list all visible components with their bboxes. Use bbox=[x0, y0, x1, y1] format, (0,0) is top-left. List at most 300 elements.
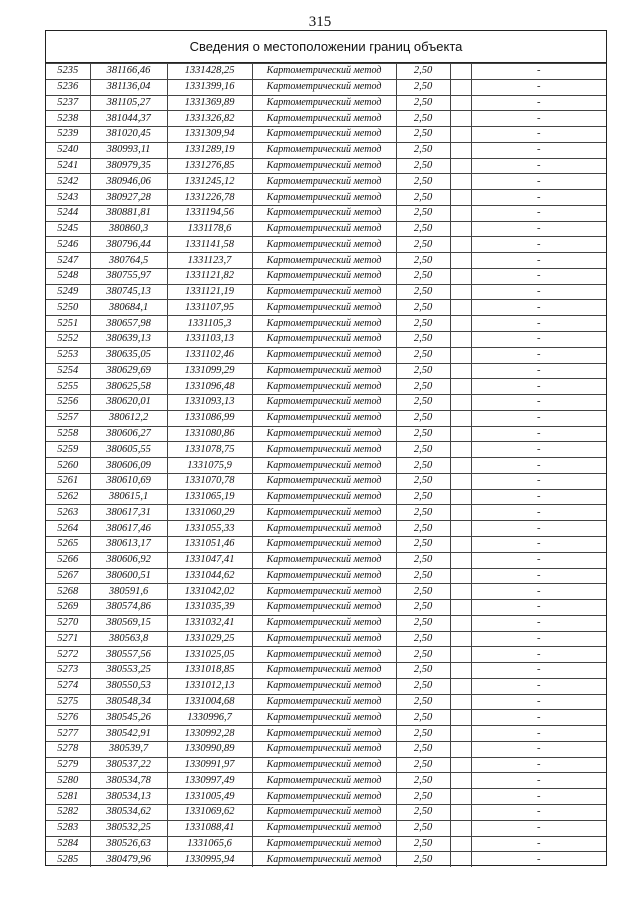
method-cell: Картометрический метод bbox=[252, 142, 396, 158]
description-cell: - bbox=[471, 568, 606, 584]
y-coordinate-cell: 1330991,97 bbox=[167, 757, 252, 773]
empty-cell bbox=[450, 253, 471, 269]
method-cell: Картометрический метод bbox=[252, 284, 396, 300]
x-coordinate-cell: 380635,05 bbox=[90, 347, 167, 363]
y-coordinate-cell: 1331086,99 bbox=[167, 410, 252, 426]
point-number-cell: 5259 bbox=[46, 442, 90, 458]
accuracy-cell: 2,50 bbox=[396, 174, 450, 190]
empty-cell bbox=[450, 347, 471, 363]
table-row bbox=[46, 804, 606, 820]
description-cell: - bbox=[471, 79, 606, 95]
y-coordinate-cell: 1331075,9 bbox=[167, 458, 252, 474]
accuracy-cell: 2,50 bbox=[396, 852, 450, 867]
x-coordinate-cell: 380563,8 bbox=[90, 631, 167, 647]
description-cell: - bbox=[471, 489, 606, 505]
point-number-cell: 5276 bbox=[46, 710, 90, 726]
accuracy-cell: 2,50 bbox=[396, 726, 450, 742]
point-number-cell: 5266 bbox=[46, 552, 90, 568]
table-row bbox=[46, 300, 606, 316]
empty-cell bbox=[450, 442, 471, 458]
y-coordinate-cell: 1331055,33 bbox=[167, 521, 252, 537]
method-cell: Картометрический метод bbox=[252, 158, 396, 174]
accuracy-cell: 2,50 bbox=[396, 678, 450, 694]
accuracy-cell: 2,50 bbox=[396, 694, 450, 710]
accuracy-cell: 2,50 bbox=[396, 347, 450, 363]
point-number-cell: 5243 bbox=[46, 190, 90, 206]
description-cell: - bbox=[471, 584, 606, 600]
empty-cell bbox=[450, 410, 471, 426]
point-number-cell: 5268 bbox=[46, 584, 90, 600]
y-coordinate-cell: 1331102,46 bbox=[167, 347, 252, 363]
table-row bbox=[46, 253, 606, 269]
table-row bbox=[46, 426, 606, 442]
accuracy-cell: 2,50 bbox=[396, 458, 450, 474]
description-cell: - bbox=[471, 142, 606, 158]
boundary-sheet bbox=[45, 30, 607, 866]
empty-cell bbox=[450, 332, 471, 348]
empty-cell bbox=[450, 64, 471, 80]
table-row bbox=[46, 174, 606, 190]
method-cell: Картометрический метод bbox=[252, 584, 396, 600]
table-row bbox=[46, 379, 606, 395]
description-cell: - bbox=[471, 694, 606, 710]
method-cell: Картометрический метод bbox=[252, 757, 396, 773]
point-number-cell: 5251 bbox=[46, 316, 90, 332]
point-number-cell: 5262 bbox=[46, 489, 90, 505]
empty-cell bbox=[450, 836, 471, 852]
empty-cell bbox=[450, 489, 471, 505]
table-row bbox=[46, 142, 606, 158]
method-cell: Картометрический метод bbox=[252, 253, 396, 269]
method-cell: Картометрический метод bbox=[252, 442, 396, 458]
y-coordinate-cell: 1330992,28 bbox=[167, 726, 252, 742]
empty-cell bbox=[450, 95, 471, 111]
y-coordinate-cell: 1331012,13 bbox=[167, 678, 252, 694]
method-cell: Картометрический метод bbox=[252, 300, 396, 316]
table-row bbox=[46, 647, 606, 663]
x-coordinate-cell: 380625,58 bbox=[90, 379, 167, 395]
empty-cell bbox=[450, 647, 471, 663]
accuracy-cell: 2,50 bbox=[396, 804, 450, 820]
y-coordinate-cell: 1331276,85 bbox=[167, 158, 252, 174]
accuracy-cell: 2,50 bbox=[396, 95, 450, 111]
x-coordinate-cell: 380615,1 bbox=[90, 489, 167, 505]
point-number-cell: 5269 bbox=[46, 600, 90, 616]
y-coordinate-cell: 1330990,89 bbox=[167, 741, 252, 757]
point-number-cell: 5252 bbox=[46, 332, 90, 348]
y-coordinate-cell: 1331047,41 bbox=[167, 552, 252, 568]
description-cell: - bbox=[471, 268, 606, 284]
accuracy-cell: 2,50 bbox=[396, 111, 450, 127]
y-coordinate-cell: 1331245,12 bbox=[167, 174, 252, 190]
y-coordinate-cell: 1331428,25 bbox=[167, 64, 252, 80]
x-coordinate-cell: 380979,35 bbox=[90, 158, 167, 174]
description-cell: - bbox=[471, 205, 606, 221]
point-number-cell: 5247 bbox=[46, 253, 90, 269]
table-row bbox=[46, 489, 606, 505]
table-row bbox=[46, 678, 606, 694]
description-cell: - bbox=[471, 600, 606, 616]
x-coordinate-cell: 380479,96 bbox=[90, 852, 167, 867]
table-row bbox=[46, 615, 606, 631]
table-row bbox=[46, 410, 606, 426]
empty-cell bbox=[450, 789, 471, 805]
table-row bbox=[46, 458, 606, 474]
point-number-cell: 5239 bbox=[46, 127, 90, 143]
table-row bbox=[46, 568, 606, 584]
point-number-cell: 5275 bbox=[46, 694, 90, 710]
description-cell: - bbox=[471, 521, 606, 537]
accuracy-cell: 2,50 bbox=[396, 190, 450, 206]
table-row bbox=[46, 284, 606, 300]
description-cell: - bbox=[471, 253, 606, 269]
table-row bbox=[46, 836, 606, 852]
empty-cell bbox=[450, 79, 471, 95]
method-cell: Картометрический метод bbox=[252, 820, 396, 836]
method-cell: Картометрический метод bbox=[252, 789, 396, 805]
point-number-cell: 5246 bbox=[46, 237, 90, 253]
accuracy-cell: 2,50 bbox=[396, 773, 450, 789]
table-row bbox=[46, 64, 606, 80]
description-cell: - bbox=[471, 395, 606, 411]
x-coordinate-cell: 380993,11 bbox=[90, 142, 167, 158]
y-coordinate-cell: 1331035,39 bbox=[167, 600, 252, 616]
x-coordinate-cell: 380600,51 bbox=[90, 568, 167, 584]
method-cell: Картометрический метод bbox=[252, 773, 396, 789]
method-cell: Картометрический метод bbox=[252, 852, 396, 867]
method-cell: Картометрический метод bbox=[252, 568, 396, 584]
y-coordinate-cell: 1331309,94 bbox=[167, 127, 252, 143]
point-number-cell: 5261 bbox=[46, 473, 90, 489]
point-number-cell: 5274 bbox=[46, 678, 90, 694]
method-cell: Картометрический метод bbox=[252, 426, 396, 442]
method-cell: Картометрический метод bbox=[252, 64, 396, 80]
method-cell: Картометрический метод bbox=[252, 268, 396, 284]
y-coordinate-cell: 1331065,6 bbox=[167, 836, 252, 852]
method-cell: Картометрический метод bbox=[252, 694, 396, 710]
method-cell: Картометрический метод bbox=[252, 79, 396, 95]
point-number-cell: 5256 bbox=[46, 395, 90, 411]
table-row bbox=[46, 79, 606, 95]
point-number-cell: 5270 bbox=[46, 615, 90, 631]
table-row bbox=[46, 663, 606, 679]
table-row bbox=[46, 473, 606, 489]
accuracy-cell: 2,50 bbox=[396, 710, 450, 726]
empty-cell bbox=[450, 190, 471, 206]
table-row bbox=[46, 268, 606, 284]
point-number-cell: 5267 bbox=[46, 568, 90, 584]
empty-cell bbox=[450, 852, 471, 867]
point-number-cell: 5260 bbox=[46, 458, 90, 474]
description-cell: - bbox=[471, 332, 606, 348]
x-coordinate-cell: 380796,44 bbox=[90, 237, 167, 253]
y-coordinate-cell: 1331065,19 bbox=[167, 489, 252, 505]
x-coordinate-cell: 380606,27 bbox=[90, 426, 167, 442]
x-coordinate-cell: 380537,22 bbox=[90, 757, 167, 773]
description-cell: - bbox=[471, 174, 606, 190]
table-row bbox=[46, 363, 606, 379]
point-number-cell: 5245 bbox=[46, 221, 90, 237]
table-row bbox=[46, 741, 606, 757]
accuracy-cell: 2,50 bbox=[396, 79, 450, 95]
method-cell: Картометрический метод bbox=[252, 521, 396, 537]
x-coordinate-cell: 380606,09 bbox=[90, 458, 167, 474]
x-coordinate-cell: 380764,5 bbox=[90, 253, 167, 269]
accuracy-cell: 2,50 bbox=[396, 521, 450, 537]
point-number-cell: 5283 bbox=[46, 820, 90, 836]
empty-cell bbox=[450, 205, 471, 221]
y-coordinate-cell: 1331369,89 bbox=[167, 95, 252, 111]
empty-cell bbox=[450, 221, 471, 237]
method-cell: Картометрический метод bbox=[252, 205, 396, 221]
method-cell: Картометрический метод bbox=[252, 458, 396, 474]
y-coordinate-cell: 1331025,05 bbox=[167, 647, 252, 663]
accuracy-cell: 2,50 bbox=[396, 205, 450, 221]
y-coordinate-cell: 1331399,16 bbox=[167, 79, 252, 95]
x-coordinate-cell: 380545,26 bbox=[90, 710, 167, 726]
accuracy-cell: 2,50 bbox=[396, 363, 450, 379]
description-cell: - bbox=[471, 536, 606, 552]
empty-cell bbox=[450, 379, 471, 395]
point-number-cell: 5263 bbox=[46, 505, 90, 521]
description-cell: - bbox=[471, 316, 606, 332]
accuracy-cell: 2,50 bbox=[396, 158, 450, 174]
y-coordinate-cell: 1331060,29 bbox=[167, 505, 252, 521]
empty-cell bbox=[450, 552, 471, 568]
accuracy-cell: 2,50 bbox=[396, 615, 450, 631]
table-row bbox=[46, 95, 606, 111]
point-number-cell: 5285 bbox=[46, 852, 90, 867]
accuracy-cell: 2,50 bbox=[396, 647, 450, 663]
accuracy-cell: 2,50 bbox=[396, 552, 450, 568]
empty-cell bbox=[450, 268, 471, 284]
table-row bbox=[46, 237, 606, 253]
description-cell: - bbox=[471, 237, 606, 253]
point-number-cell: 5277 bbox=[46, 726, 90, 742]
description-cell: - bbox=[471, 678, 606, 694]
method-cell: Картометрический метод bbox=[252, 663, 396, 679]
table-row bbox=[46, 584, 606, 600]
empty-cell bbox=[450, 158, 471, 174]
point-number-cell: 5236 bbox=[46, 79, 90, 95]
point-number-cell: 5244 bbox=[46, 205, 90, 221]
accuracy-cell: 2,50 bbox=[396, 584, 450, 600]
description-cell: - bbox=[471, 663, 606, 679]
y-coordinate-cell: 1331105,3 bbox=[167, 316, 252, 332]
accuracy-cell: 2,50 bbox=[396, 473, 450, 489]
point-number-cell: 5237 bbox=[46, 95, 90, 111]
y-coordinate-cell: 1331226,78 bbox=[167, 190, 252, 206]
point-number-cell: 5253 bbox=[46, 347, 90, 363]
point-number-cell: 5279 bbox=[46, 757, 90, 773]
x-coordinate-cell: 380542,91 bbox=[90, 726, 167, 742]
point-number-cell: 5241 bbox=[46, 158, 90, 174]
method-cell: Картометрический метод bbox=[252, 631, 396, 647]
accuracy-cell: 2,50 bbox=[396, 300, 450, 316]
method-cell: Картометрический метод bbox=[252, 363, 396, 379]
method-cell: Картометрический метод bbox=[252, 600, 396, 616]
table-row bbox=[46, 852, 606, 867]
table-row bbox=[46, 820, 606, 836]
description-cell: - bbox=[471, 757, 606, 773]
method-cell: Картометрический метод bbox=[252, 174, 396, 190]
table-row bbox=[46, 694, 606, 710]
method-cell: Картометрический метод bbox=[252, 395, 396, 411]
description-cell: - bbox=[471, 789, 606, 805]
point-number-cell: 5254 bbox=[46, 363, 90, 379]
method-cell: Картометрический метод bbox=[252, 741, 396, 757]
y-coordinate-cell: 1331096,48 bbox=[167, 379, 252, 395]
empty-cell bbox=[450, 694, 471, 710]
method-cell: Картометрический метод bbox=[252, 615, 396, 631]
description-cell: - bbox=[471, 773, 606, 789]
table-row bbox=[46, 111, 606, 127]
table-row bbox=[46, 332, 606, 348]
description-cell: - bbox=[471, 726, 606, 742]
x-coordinate-cell: 381044,37 bbox=[90, 111, 167, 127]
table-row bbox=[46, 552, 606, 568]
accuracy-cell: 2,50 bbox=[396, 600, 450, 616]
table-row bbox=[46, 600, 606, 616]
x-coordinate-cell: 380620,01 bbox=[90, 395, 167, 411]
description-cell: - bbox=[471, 158, 606, 174]
accuracy-cell: 2,50 bbox=[396, 663, 450, 679]
description-cell: - bbox=[471, 741, 606, 757]
table-row bbox=[46, 773, 606, 789]
x-coordinate-cell: 380534,78 bbox=[90, 773, 167, 789]
description-cell: - bbox=[471, 363, 606, 379]
point-number-cell: 5242 bbox=[46, 174, 90, 190]
method-cell: Картометрический метод bbox=[252, 647, 396, 663]
x-coordinate-cell: 380657,98 bbox=[90, 316, 167, 332]
x-coordinate-cell: 380539,7 bbox=[90, 741, 167, 757]
method-cell: Картометрический метод bbox=[252, 332, 396, 348]
empty-cell bbox=[450, 741, 471, 757]
empty-cell bbox=[450, 710, 471, 726]
empty-cell bbox=[450, 678, 471, 694]
x-coordinate-cell: 380550,53 bbox=[90, 678, 167, 694]
empty-cell bbox=[450, 663, 471, 679]
accuracy-cell: 2,50 bbox=[396, 268, 450, 284]
method-cell: Картометрический метод bbox=[252, 726, 396, 742]
method-cell: Картометрический метод bbox=[252, 127, 396, 143]
y-coordinate-cell: 1331029,25 bbox=[167, 631, 252, 647]
method-cell: Картометрический метод bbox=[252, 552, 396, 568]
x-coordinate-cell: 380613,17 bbox=[90, 536, 167, 552]
empty-cell bbox=[450, 111, 471, 127]
table-row bbox=[46, 127, 606, 143]
point-number-cell: 5258 bbox=[46, 426, 90, 442]
method-cell: Картометрический метод bbox=[252, 95, 396, 111]
x-coordinate-cell: 380617,46 bbox=[90, 521, 167, 537]
method-cell: Картометрический метод bbox=[252, 710, 396, 726]
accuracy-cell: 2,50 bbox=[396, 221, 450, 237]
table-row bbox=[46, 316, 606, 332]
description-cell: - bbox=[471, 127, 606, 143]
description-cell: - bbox=[471, 284, 606, 300]
accuracy-cell: 2,50 bbox=[396, 489, 450, 505]
table-row bbox=[46, 395, 606, 411]
point-number-cell: 5255 bbox=[46, 379, 90, 395]
y-coordinate-cell: 1331042,02 bbox=[167, 584, 252, 600]
x-coordinate-cell: 380553,25 bbox=[90, 663, 167, 679]
description-cell: - bbox=[471, 379, 606, 395]
empty-cell bbox=[450, 600, 471, 616]
y-coordinate-cell: 1331121,19 bbox=[167, 284, 252, 300]
y-coordinate-cell: 1331123,7 bbox=[167, 253, 252, 269]
x-coordinate-cell: 380745,13 bbox=[90, 284, 167, 300]
x-coordinate-cell: 380557,56 bbox=[90, 647, 167, 663]
point-number-cell: 5281 bbox=[46, 789, 90, 805]
point-number-cell: 5271 bbox=[46, 631, 90, 647]
table-row bbox=[46, 442, 606, 458]
y-coordinate-cell: 1331051,46 bbox=[167, 536, 252, 552]
x-coordinate-cell: 381166,46 bbox=[90, 64, 167, 80]
empty-cell bbox=[450, 820, 471, 836]
accuracy-cell: 2,50 bbox=[396, 142, 450, 158]
empty-cell bbox=[450, 284, 471, 300]
accuracy-cell: 2,50 bbox=[396, 536, 450, 552]
point-number-cell: 5280 bbox=[46, 773, 90, 789]
x-coordinate-cell: 380526,63 bbox=[90, 836, 167, 852]
y-coordinate-cell: 1331005,49 bbox=[167, 789, 252, 805]
method-cell: Картометрический метод bbox=[252, 347, 396, 363]
method-cell: Картометрический метод bbox=[252, 678, 396, 694]
table-row bbox=[46, 347, 606, 363]
accuracy-cell: 2,50 bbox=[396, 789, 450, 805]
accuracy-cell: 2,50 bbox=[396, 631, 450, 647]
point-number-cell: 5273 bbox=[46, 663, 90, 679]
method-cell: Картометрический метод bbox=[252, 221, 396, 237]
empty-cell bbox=[450, 142, 471, 158]
empty-cell bbox=[450, 615, 471, 631]
method-cell: Картометрический метод bbox=[252, 410, 396, 426]
x-coordinate-cell: 380610,69 bbox=[90, 473, 167, 489]
y-coordinate-cell: 1330997,49 bbox=[167, 773, 252, 789]
empty-cell bbox=[450, 505, 471, 521]
empty-cell bbox=[450, 395, 471, 411]
x-coordinate-cell: 380534,62 bbox=[90, 804, 167, 820]
point-number-cell: 5272 bbox=[46, 647, 90, 663]
accuracy-cell: 2,50 bbox=[396, 426, 450, 442]
x-coordinate-cell: 380574,86 bbox=[90, 600, 167, 616]
accuracy-cell: 2,50 bbox=[396, 395, 450, 411]
description-cell: - bbox=[471, 836, 606, 852]
description-cell: - bbox=[471, 505, 606, 521]
empty-cell bbox=[450, 174, 471, 190]
description-cell: - bbox=[471, 458, 606, 474]
description-cell: - bbox=[471, 647, 606, 663]
description-cell: - bbox=[471, 190, 606, 206]
sheet-title: Сведения о местоположении границ объекта bbox=[46, 31, 606, 63]
y-coordinate-cell: 1331178,6 bbox=[167, 221, 252, 237]
x-coordinate-cell: 380605,55 bbox=[90, 442, 167, 458]
description-cell: - bbox=[471, 631, 606, 647]
page-number: 315 bbox=[308, 14, 332, 30]
description-cell: - bbox=[471, 820, 606, 836]
description-cell: - bbox=[471, 710, 606, 726]
y-coordinate-cell: 1331194,56 bbox=[167, 205, 252, 221]
x-coordinate-cell: 380591,6 bbox=[90, 584, 167, 600]
empty-cell bbox=[450, 584, 471, 600]
accuracy-cell: 2,50 bbox=[396, 442, 450, 458]
table-row bbox=[46, 710, 606, 726]
y-coordinate-cell: 1331103,13 bbox=[167, 332, 252, 348]
y-coordinate-cell: 1331107,95 bbox=[167, 300, 252, 316]
accuracy-cell: 2,50 bbox=[396, 332, 450, 348]
description-cell: - bbox=[471, 552, 606, 568]
y-coordinate-cell: 1331032,41 bbox=[167, 615, 252, 631]
